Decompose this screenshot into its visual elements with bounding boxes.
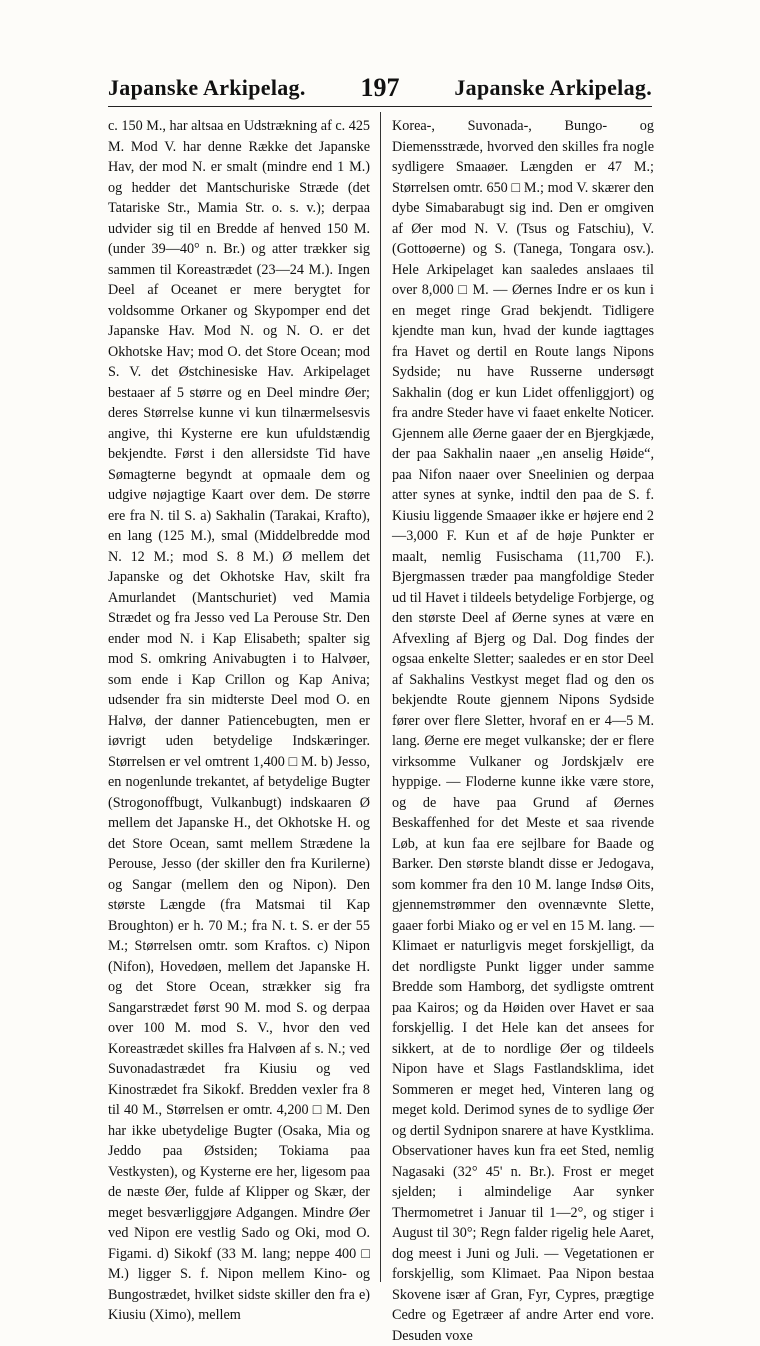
left-column-text: c. 150 M., har altsaa en Udstrækning af c. 425 M. Mod V. har denne Række det Japanske Hav, der mod N. er smalt (mindre end 1 M.) og hedder det Mantschuriske Stræde (det Tatariske Str., Mamia Str. o. s. v.); derpaa udvider sig til en Bredde af henved 150 M. (under 39—40° n. Br.) og atter trækker sig sammen til Koreastrædet (23—24 M.). Ingen Deel af Oceanet er mere berygtet for voldsomme Orkaner og Skypomper end det Japanske Hav. Mod N. og N. O. er det Okhotske Hav; mod O. det Store Ocean; mod S. V. det Østchinesiske Hav. Arkipelaget bestaaer af 5 større og en Deel mindre Øer; deres Størrelse kunne vi kun tilnærmelsesvis angive, thi Kysterne ere kun ufuldstændig bekjendte. Først i den allersidste Tid have Sømagterne begyndt at opmaale dem og udgive nøjagtige Kaart over dem. De større ere fra N. til S. a) Sakhalin (Tarakai, Krafto), en lang (125 M.), smal (Middelbredde mod N. 12 M.; mod S. 8 M.) Ø mellem det Japanske og det Okhotske Hav, skilt fra Amurlandet (Mantschuriet) ved Mamia Strædet og fra Jesso ved La Perouse Str. Den ender mod N. i Kap Elisabeth; spalter sig mod S. omkring Anivabugten i to Halvøer, som ende i Kap Crillon og Kap Aniva; udsender fra sin midterste Deel mod O. en Halvø, der danner Patiencebugten, men er iøvrigt uden betydelige Indskæringer. Størrelsen er vel omtrent 1,400 □ M. b) Jesso, en nogenlunde trekantet, af betydelige Bugter (Strogonoffbugt, Vulkanbugt) indskaaren Ø mellem det Japanske H., det Okhotske H. og det Store Ocean, samt mellem Strædene la Perouse, Jesso (der skiller den fra Kurilerne) og Sangar (mellem den og Nipon). Den største Længde (fra Matsmai til Kap Broughton) er h. 70 M.; fra N. t. S. er der 55 M.; Størrelsen omtr. som Kraftos. c) Nipon (Nifon), Hovedøen, mellem det Japanske H. og det Store Ocean, strækker sig fra Sangarstrædet først 90 M. mod S. og derpaa over 100 M. mod S. V., hvor den ved Koreastrædet skilles fra Halvøen af s. N.; ved Suvonadastrædet fra Kiusiu og ved Kinostrædet fra Sikokf. Bredden vexler fra 8 til 40 M., Størrelsen er omtr. 4,200 □ M. Den har ikke ubetydelige Bugter (Osaka, Mia og Jeddo paa Østsiden; Tokiama paa Vestkysten), og Kysterne ere her, ligesom paa de næste Øer, fulde af Klipper og Skær, der meget besværliggjøre Adgangen. Mindre Øer ved Nipon ere vestlig Sado og Oki, mod O. Figami. d) Sikokf (33 M. lang; neppe 400 □ M.) ligger S. f. Nipon mellem Kino- og Bungostrædet, hvilket sidste skiller den fra e) Kiusiu (Ximo), mellem bbox=[108, 118, 371, 1323]
header-left-title: Japanske Arkipelag. bbox=[108, 75, 306, 100]
header-right-title: Japanske Arkipelag. bbox=[454, 75, 652, 100]
right-column-text: Korea-, Suvonada-, Bungo- og Diemensstræde, hvorved den skilles fra nogle sydligere Smaaøer. Længden er 47 M.; Størrelsen omtr. 650 □ M.; mod V. skærer den dybe Simabarabugt sig ind. Den er omgiven af Øer mod N. V. (Tsus og Fatschiu), V. (Gottoøerne) og S. (Tanega, Tongara osv.). Hele Arkipelaget kan saaledes anslaaes til over 8,000 □ M. — Øernes Indre er os kun i en meget ringe Grad bekjendt. Tidligere kjendte man kun, hvad der kunde iagttages fra Havet og dertil en Route langs Nipons Sydside; nu have Russerne undersøgt Sakhalin (dog er kun Lidet offenliggjort) og fra andre Steder have vi faaet enkelte Noticer. Gjennem alle Øerne gaaer der en Bjergkjæde, der paa Sakhalin naaer „en anselig Høide“, paa Nifon naaer over Sneelinien og derpaa atter synes at synke, indtil den paa de S. f. Kiusiu liggende Smaaøer ikke er højere end 2—3,000 F. Kun et af de høje Punkter er maalt, nemlig Fusischama (11,700 F.). Bjergmassen træder paa mangfoldige Steder ud til Havet i tildeels betydelige Forbjerge, og den største Deel af Øerne synes at være en Afvexling af Bjerg og Dal. Dog findes der ogsaa enkelte Sletter; saaledes er en stor Deel af Sakhalins Vestkyst meget flad og den os bekjendte Route gjennem Nipons Sydside fører over flere Sletter, hvoraf en er 4—5 M. lang. Øerne ere meget vulkanske; der er flere virksomme Vulkaner og Jordskjælv ere hyppige. — Floderne kunne ikke være store, og de have paa Grund af Øernes Beskaffenhed for det Meste et saa rivende Løb, at kun faa ere sejlbare for Baade og Barker. Den største blandt disse er Jedogava, som kommer fra den 10 M. lange Indsø Oits, gjennemstrømmer den ovennævnte Slette, gaaer forbi Miako og er vel en 15 M. lang. — Klimaet er naturligvis meget forskjelligt, da det nordligste Punkt ligger under samme Bredde som Hamborg, det sydligste omtrent paa Kairos; og da Høiden over Havet er saa forskjellig. I det Hele kan det ansees for sikkert, at de to nordlige Øer og tildeels Nipon have et Slags Fastlandsklima, idet Sommeren er meget hed, Vinteren lang og meget kold. Derimod synes de to sydlige Øer og dertil Sydnipon snarere at have Kystklima. Observationer haves kun fra eet Sted, nemlig Nagasaki (32° 45' n. Br.). Frost er meget sjelden; i almindelige Aar synker Thermometret i Januar til 1—2°, og stiger i August til 30°; Regn falder rigelig hele Aaret, dog meest i Juni og Juli. — Vegetationen er forskjellig, som Klimaet. Paa Nipon bestaa Skovene især af Gran, Fyr, Cypres, prægtige Cedre og Egetræer af andre Arter end vore. Desuden voxe bbox=[392, 118, 654, 1344]
header-rule bbox=[108, 106, 652, 107]
column-divider bbox=[380, 112, 381, 1282]
running-header bbox=[108, 70, 652, 106]
right-column bbox=[392, 116, 654, 1346]
left-column bbox=[108, 116, 370, 1326]
page-number: 197 bbox=[360, 73, 400, 102]
